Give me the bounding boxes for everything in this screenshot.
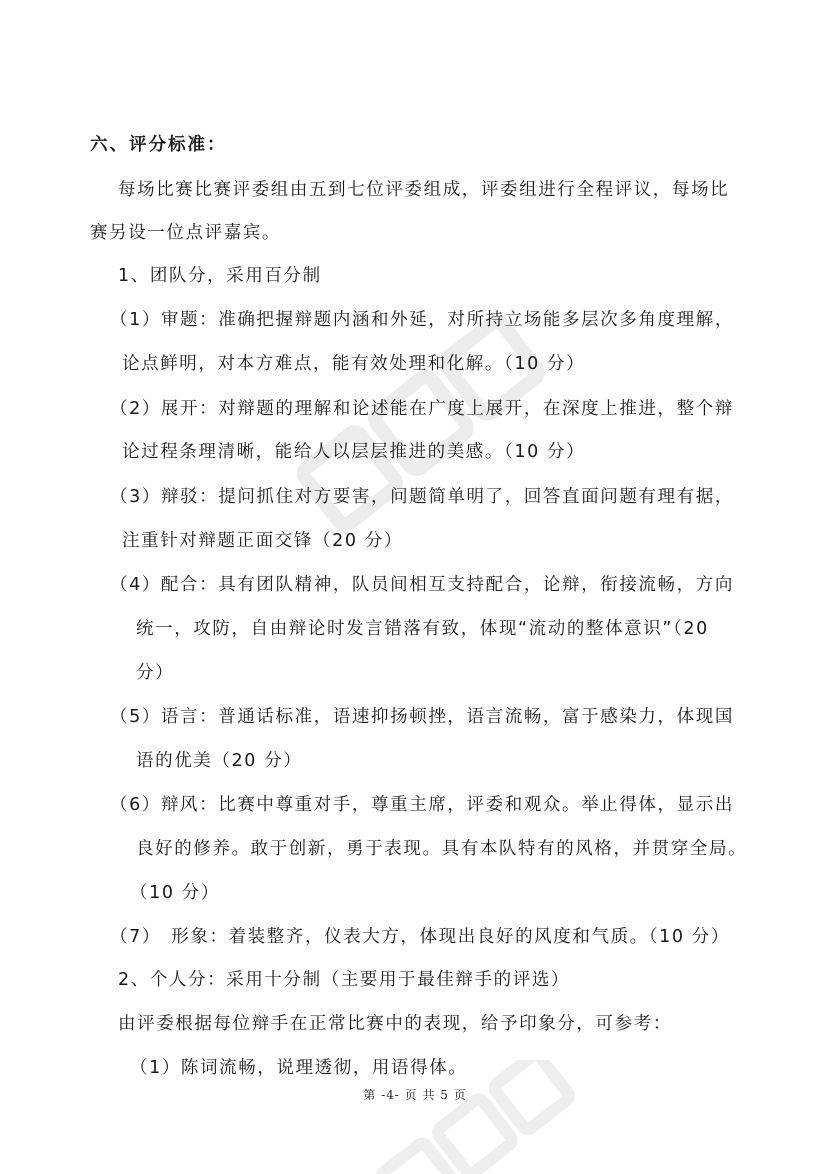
criterion-4-line-3: 分）: [136, 663, 175, 683]
individual-criterion-1: （1）陈词流畅，说理透彻，用语得体。: [130, 1058, 468, 1078]
criterion-3-line-2: 注重针对辩题正面交锋（20 分）: [122, 531, 403, 551]
criterion-6-line-3: （10 分）: [130, 883, 220, 903]
criterion-1-line-2: 论点鲜明，对本方难点，能有效处理和化解。（10 分）: [122, 354, 586, 374]
criterion-4-line-1: （4）配合：具有团队精神，队员间相互支持配合，论辩，衔接流畅，方向: [110, 575, 734, 595]
criterion-3-line-1: （3）辩驳：提问抓住对方要害，问题简单明了，回答直面问题有理有据，: [110, 487, 734, 507]
criterion-5-line-1: （5）语言：普通话标准，语速抑扬顿挫，语言流畅，富于感染力，体现国: [110, 707, 734, 727]
watermark-stamp: [230, 300, 610, 560]
section-heading: 六、评分标准：: [90, 135, 227, 155]
intro-line-2: 赛另设一位点评嘉宾。: [90, 223, 281, 243]
individual-scoring-description: 由评委根据每位辩手在正常比赛中的表现，给予印象分，可参考：: [118, 1014, 672, 1034]
page-footer: 第 -4- 页 共 5 页: [363, 1088, 467, 1102]
intro-line-1: 每场比赛比赛评委组由五到七位评委组成，评委组进行全程评议，每场比: [118, 180, 730, 200]
criterion-1-line-1: （1）审题：准确把握辩题内涵和外延，对所持立场能多层次多角度理解，: [110, 310, 734, 330]
criterion-2-line-2: 论过程条理清晰，能给人以层层推进的美感。（10 分）: [122, 442, 586, 462]
individual-scoring-heading: 2、个人分：采用十分制（主要用于最佳辩手的评选）: [118, 970, 571, 990]
criterion-5-line-2: 语的优美（20 分）: [136, 751, 303, 771]
criterion-6-line-1: （6）辩风：比赛中尊重对手，尊重主席，评委和观众。举止得体，显示出: [110, 795, 734, 815]
criterion-2-line-1: （2）展开：对辩题的理解和论述能在广度上展开，在深度上推进，整个辩: [110, 399, 734, 419]
criterion-6-line-2: 良好的修养。敢于创新，勇于表现。具有本队特有的风格，并贯穿全局。: [136, 839, 748, 859]
team-scoring-heading: 1、团队分，采用百分制: [118, 266, 322, 286]
criterion-7-line-1: （7） 形象：着装整齐，仪表大方，体现出良好的风度和气质。（10 分）: [110, 927, 730, 947]
criterion-4-line-2: 统一，攻防，自由辩论时发言错落有致，体现“流动的整体意识”（20: [136, 619, 709, 639]
